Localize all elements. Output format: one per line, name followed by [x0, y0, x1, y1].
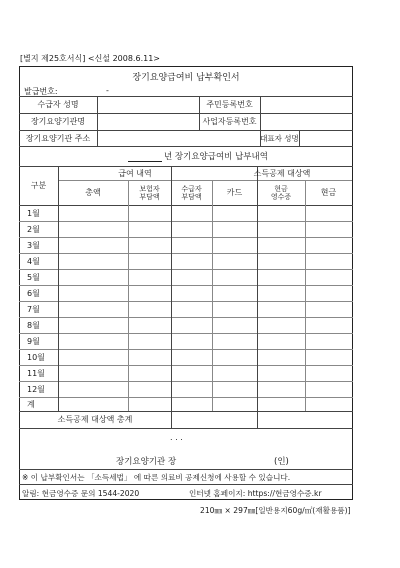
gubun-header: 구분	[30, 181, 47, 190]
institution-name-field[interactable]	[98, 114, 198, 130]
business-number-label: 사업자등록번호	[202, 117, 257, 126]
representative-field[interactable]	[300, 131, 352, 146]
month-row-label: 3월	[27, 240, 40, 250]
recipient-name-label: 수급자 성명	[37, 100, 79, 109]
month-row-label: 8월	[27, 320, 40, 330]
legal-note: ※ 이 납부확인서는 「소득세법」 에 따른 의료비 공제신청에 사용할 수 있습니다.	[22, 473, 291, 482]
resident-number-field[interactable]	[261, 97, 352, 113]
representative-label: 대표자 성명	[260, 133, 299, 143]
notice-cash-receipt: 알림: 현금영수증 문의 1544-2020	[22, 489, 140, 498]
month-row-label: 5월	[27, 272, 40, 282]
seal-label: (인)	[274, 457, 289, 467]
institution-name-label: 장기요양기관명	[30, 117, 86, 126]
recipient-name-field[interactable]	[98, 97, 198, 113]
tax-deduction-header: 소득공제 대상액	[253, 168, 311, 178]
month-row-label: 11월	[27, 368, 45, 378]
month-row-label: 7월	[27, 304, 40, 314]
payment-detail-heading: 년 장기요양급여비 납부내역	[164, 152, 268, 162]
month-row-label: 10월	[27, 352, 45, 362]
resident-number-label: 주민등록번호	[206, 100, 253, 109]
total-column-header: 총액	[85, 188, 101, 197]
issue-number-value: -	[106, 86, 109, 95]
card-column-header: 카드	[226, 188, 243, 197]
issue-number-label: 발급번호:	[24, 87, 58, 96]
benefit-detail-header: 급여 내역	[118, 168, 152, 178]
institution-address-label: 장기요양기관 주소	[25, 133, 91, 143]
cash-column-header: 현금	[320, 188, 337, 197]
month-row-label: 2월	[27, 224, 40, 234]
institution-head-label: 장기요양기관 장	[116, 457, 177, 467]
deduction-total-label: 소득공제 대상액 총계	[57, 415, 133, 424]
issue-date: . . .	[170, 433, 183, 442]
cash-receipt-column-header	[257, 180, 305, 205]
month-row-label: 9월	[27, 336, 40, 346]
insurer-header-line1: 보험자	[139, 184, 160, 193]
form-title: 장기요양급여비 납부확인서	[132, 72, 240, 83]
recipient-header-line1: 수급자	[181, 184, 202, 193]
insurer-column-header	[128, 180, 171, 205]
business-number-field[interactable]	[261, 114, 352, 130]
form-number-label: [별지 제25호서식] <신설 2008.6.11>	[20, 54, 160, 63]
year-blank-line	[128, 161, 162, 162]
recipient-header-line2: 부담액	[181, 192, 202, 201]
recipient-column-header	[171, 180, 212, 205]
month-row-label: 12월	[27, 384, 45, 394]
insurer-header-line2: 부담액	[139, 192, 160, 201]
cash-receipt-header-line1: 현금	[274, 184, 288, 193]
paper-spec: 210㎜ × 297㎜[일반용지60g/㎡(재활용품)]	[200, 506, 351, 515]
month-row-label: 4월	[27, 256, 40, 266]
month-row-label: 6월	[27, 288, 40, 298]
institution-address-field[interactable]	[98, 131, 259, 146]
month-row-label: 1월	[27, 208, 40, 218]
notice-homepage-link[interactable]: 인터넷 홈페이지: https://현금영수증.kr	[189, 489, 322, 498]
total-row-label: 계	[27, 399, 35, 409]
deduction-total-field[interactable]	[172, 412, 257, 428]
cash-receipt-header-line2: 영수증	[270, 192, 292, 201]
